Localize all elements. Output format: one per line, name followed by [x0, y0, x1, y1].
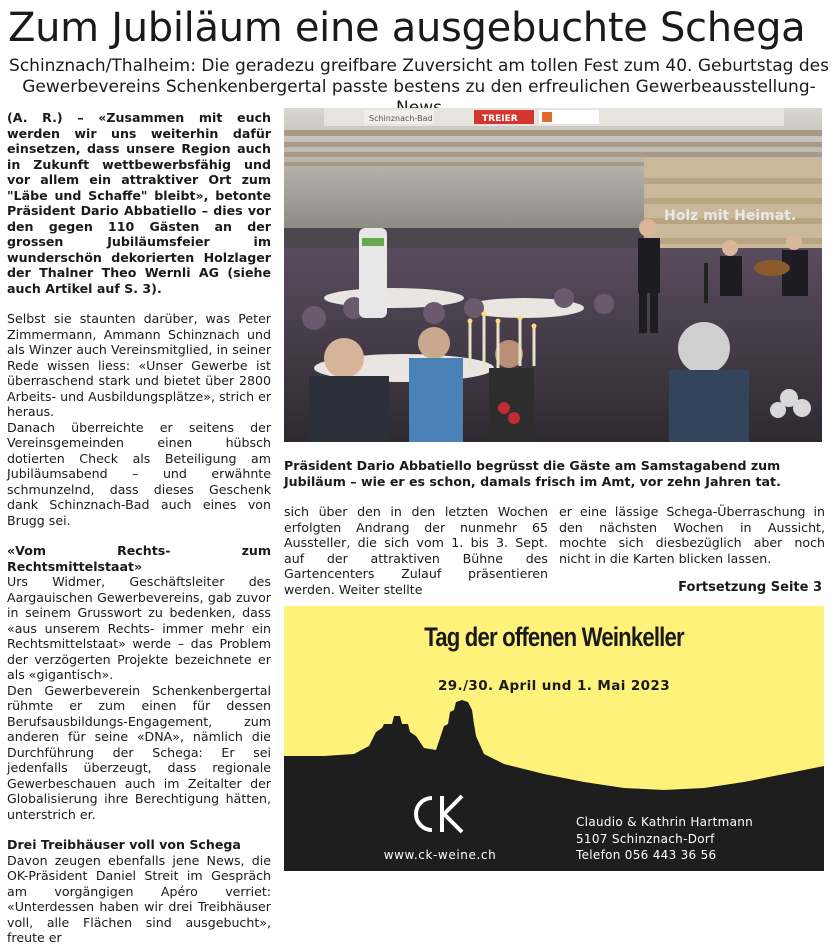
- advertisement: [284, 606, 824, 871]
- article-lead: (A. R.) – «Zusammen mit euch werden wir uns weiterhin dafür einsetzen, dass unsere Region auch in Zukunft wettbewerbsfähig und vor allem ein attraktiver Ort zum "Läbe und Schaffe" bleibt», betonte Präsident Dario Abbatiello – dies vor den gegen 110 Gästen an der grossen Jubiläumsfeier im wunderschön dekorierten Holzlager der Thalner Theo Wernli AG (siehe auch Artikel auf S. 3).: [7, 110, 271, 296]
- article-column-right: [559, 504, 825, 566]
- ad-contact-phone: Telefon 056 443 36 56: [576, 848, 717, 862]
- sign-text: Schinznach-Bad: [369, 114, 433, 123]
- article-subhead: Schinznach/Thalheim: Die geradezu greifbare Zuversicht am tollen Fest zum 40. Geburtstag des Gewerbevereins Schenkenbergertal passte bestens zu den erfreulichen Gewerbeausstellung-: [9, 56, 829, 97]
- article-intertitle: «Vom Rechts- zum Rechtsmittelstaat»: [7, 543, 271, 574]
- article-paragraph: Danach überreichte er seitens der Vereinsgemeinden einen hübsch dotierten Check als Beteiligung am Jubiläumsabend – und erwähnte schmunzelnd, dass dieses Geschenk dank Schinznach-Bad auch eines von Brugg sei.: [7, 419, 271, 528]
- sign-text: TREIER: [482, 114, 518, 124]
- ck-logo-icon: [402, 792, 482, 836]
- banner-text: Holz mit Heimat.: [664, 208, 797, 224]
- event-photo: [284, 108, 822, 442]
- ad-dates: 29./30. April und 1. Mai 2023: [437, 678, 671, 694]
- article-paragraph: sich über den in den letzten Wochen erfolgten Andrang der nunmehr 65 Aussteller, die sich vom 1. bis 3. Sept. auf der attraktiven Bühne des Gartencenters Zulauf präsentieren werden. Weiter stellte: [284, 504, 548, 597]
- article-column-left: [7, 110, 271, 946]
- ad-contact-address: 5107 Schinznach-Dorf: [576, 831, 715, 846]
- article-paragraph: Urs Widmer, Geschäftsleiter des Aargauischen Gewerbevereins, gab zuvor in seinem Grusswort zu bedenken, dass «aus unserem Rechts- immer mehr ein Rechtsmittelstaat» werde – das Problem der verzögerten Projekte bezeichnete er als «gigantisch».: [7, 574, 271, 682]
- ad-website-link[interactable]: www.ck-weine.ch: [383, 848, 497, 862]
- event-photo-illustration: [284, 108, 822, 442]
- ad-contact-name: Claudio & Kathrin Hartmann: [576, 815, 754, 829]
- article-column-middle: [284, 504, 548, 597]
- article-intertitle: Drei Treibhäuser voll von Schega: [7, 837, 241, 852]
- continued-on-page: Fortsetzung Seite 3: [678, 580, 822, 595]
- ad-contact: [576, 814, 753, 864]
- article-headline: Zum Jubiläum eine ausgebuchte Schega: [8, 5, 806, 51]
- photo-caption: Präsident Dario Abbatiello begrüsst die Gäste am Samstagabend zum Jubiläum – wie er es schon, damals frisch im Amt, vor zehn Jahren tat.: [284, 458, 781, 489]
- article-paragraph: Den Gewerbeverein Schenkenbergertal rühmte er zum einen für dessen Berufsausbildungs-Engagement, zum anderen für seine «DNA», nämlich die Durchführung der Schega: Er sei jedenfalls überzeugt, dass regionale Gewerbeschauen auch im Zeitalter der Globalisierung ihre Berechtigung hätten, unterstrich er.: [7, 682, 271, 822]
- ad-title: Tag der offenen Weinkeller: [424, 622, 684, 652]
- article-paragraph: Davon zeugen ebenfalls jene News, die OK-Präsident Daniel Streit im Gespräch am vorgängigen Apéro verriet: «Unterdessen haben wir drei Treibhäuser voll, alle Flächen sind ausgebucht», freute er: [7, 852, 271, 945]
- article-paragraph: er eine lässige Schega-Überraschung in den nächsten Wochen in Aussicht, mochte sich diesbezüglich aber noch nicht in die Karten blicken lassen.: [559, 504, 825, 566]
- article-paragraph: Selbst sie staunten darüber, was Peter Zimmermann, Ammann Schinznach und als Winzer auch Vereinsmitglied, in seiner Rede wissen liess: «Unser Gewerbe ist überraschend stark und bietet über 2800 Arbeits- und Ausbildungsplätze», strich er heraus.: [7, 311, 271, 419]
